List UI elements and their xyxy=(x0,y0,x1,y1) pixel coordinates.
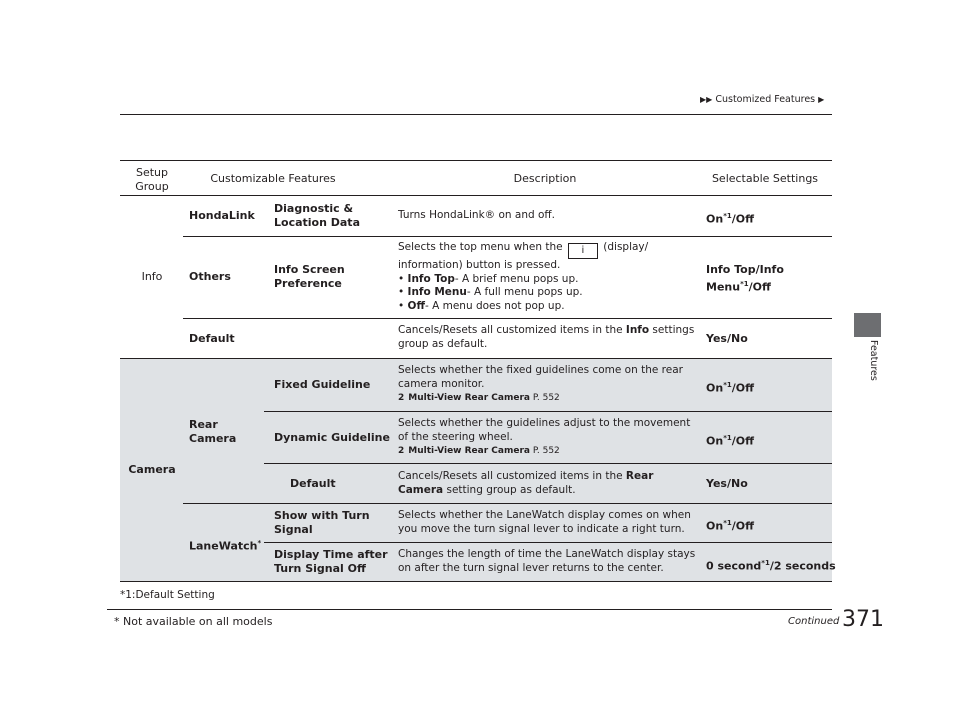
settings-dynamic-guideline xyxy=(706,431,754,449)
table-top-rule xyxy=(120,160,832,161)
continued-label: Continued xyxy=(788,616,840,627)
group-camera: Camera xyxy=(128,463,176,476)
header-setup-group: Setup Group xyxy=(135,166,169,193)
default-marker: *1 xyxy=(723,434,732,442)
sub-info-screen-preference: Info Screen Preference xyxy=(274,263,345,290)
header-rule xyxy=(120,114,832,115)
feature-dynamic-guideline: Dynamic Guideline xyxy=(274,431,390,444)
desc-bold: Info xyxy=(625,324,650,336)
header-selectable-settings: Selectable Settings xyxy=(711,172,819,185)
setting-no: No xyxy=(731,477,748,490)
settings-others xyxy=(706,263,826,295)
row-rule xyxy=(264,463,832,464)
desc-post: setting group as default. xyxy=(446,483,576,496)
setting-off: Off xyxy=(735,519,755,533)
settings-show-with-turn-signal xyxy=(706,516,754,534)
ref-page: P. 552 xyxy=(532,393,560,403)
desc-camera-default xyxy=(398,470,698,497)
bullet-info-menu: • Info Menu- A full menu pops up. xyxy=(398,286,583,298)
row-rule xyxy=(183,503,832,504)
row-rule xyxy=(264,542,832,543)
setting-2-seconds: 2 seconds xyxy=(773,559,836,573)
footnote-default-setting: *1:Default Setting xyxy=(120,589,215,601)
desc-pre: Cancels/Resets all customized items in the xyxy=(398,324,623,336)
ref-title: Multi-View Rear Camera xyxy=(408,393,530,403)
header-description: Description xyxy=(513,172,577,185)
desc-dynamic-guideline xyxy=(398,417,698,457)
default-marker: *1 xyxy=(723,212,732,220)
desc-text: Selects whether the guidelines adjust to the movement of the steering wheel. xyxy=(398,417,691,443)
row-rule xyxy=(183,318,832,319)
setting-sep: / xyxy=(731,381,736,395)
setting-sep: / xyxy=(769,559,774,573)
breadcrumb-text: Customized Features xyxy=(715,94,816,105)
setting-off: Off xyxy=(735,434,755,448)
bullet-label: Info Top xyxy=(407,272,455,285)
setting-no: No xyxy=(731,332,748,345)
page-number: 371 xyxy=(842,607,884,632)
feature-others: Others xyxy=(189,270,231,283)
feature-display-time: Display Time after Turn Signal Off xyxy=(274,548,388,575)
setting-off: Off xyxy=(735,212,755,226)
settings-info-default xyxy=(706,332,748,346)
feature-hondalink: HondaLink xyxy=(189,209,255,222)
setting-on: On xyxy=(706,434,724,448)
desc-fixed-guideline xyxy=(398,364,698,404)
setting-sep: / xyxy=(726,477,731,490)
bullet-info-top: • Info Top- A brief menu pops up. xyxy=(398,272,579,285)
group-info: Info xyxy=(141,270,163,283)
setting-yes: Yes xyxy=(706,332,727,345)
settings-display-time xyxy=(706,556,836,574)
footer-rule xyxy=(107,609,832,610)
desc-others xyxy=(398,241,698,313)
setting-sep: / xyxy=(755,263,760,276)
reference-icon: 2 xyxy=(398,446,405,456)
sub-group-rear-camera: Rear Camera xyxy=(189,418,237,445)
bullet-text: - A menu does not pop up. xyxy=(424,299,565,312)
default-marker: *1 xyxy=(723,519,732,527)
desc-hondalink: Turns HondaLink® on and off. xyxy=(398,209,555,221)
availability-marker: * xyxy=(257,539,262,547)
header-customizable-features: Customizable Features xyxy=(210,172,336,185)
sub-diagnostic-location: Diagnostic & Location Data xyxy=(274,202,360,229)
availability-note: * Not available on all models xyxy=(114,615,273,628)
default-marker: *1 xyxy=(740,280,749,288)
setting-sep: / xyxy=(731,434,736,448)
reference-icon: 2 xyxy=(398,393,405,403)
bullet-off: • Off- A menu does not pop up. xyxy=(398,299,565,312)
cross-reference xyxy=(398,392,698,404)
sub-group-lanewatch xyxy=(189,536,261,554)
breadcrumb-arrows-icon: ▶▶ xyxy=(700,95,713,104)
desc-others-post: (display/ information) button is pressed. xyxy=(398,241,649,271)
setting-sep: / xyxy=(748,280,753,294)
breadcrumb xyxy=(700,94,824,105)
bullet-label: Off xyxy=(407,299,425,312)
row-rule xyxy=(264,411,832,412)
setting-sep: / xyxy=(731,212,736,226)
desc-others-pre: Selects the top menu when the xyxy=(398,241,563,253)
setting-on: On xyxy=(706,381,724,395)
feature-show-with-turn-signal: Show with Turn Signal xyxy=(274,509,370,536)
settings-fixed-guideline xyxy=(706,378,754,396)
bullet-text: - A brief menu pops up. xyxy=(454,272,579,285)
side-tab-label: Features xyxy=(868,340,879,381)
display-info-button-icon: i xyxy=(568,243,598,259)
row-rule xyxy=(183,236,832,237)
desc-pre: Cancels/Resets all customized items in the xyxy=(398,470,623,482)
setting-info-menu: Info Menu xyxy=(706,263,784,294)
cross-reference xyxy=(398,445,698,457)
ref-page: P. 552 xyxy=(532,446,560,456)
table-header-rule xyxy=(120,195,832,196)
setting-off: Off xyxy=(752,280,771,294)
feature-default: Default xyxy=(189,332,235,345)
bullet-label: Info Menu xyxy=(407,286,467,298)
desc-show-with-turn-signal: Selects whether the LaneWatch display comes on when you move the turn signal lever to indicate a right turn. xyxy=(398,509,691,535)
setting-0-second: 0 second xyxy=(706,559,762,573)
setting-info-top: Info Top xyxy=(706,263,756,276)
setting-sep: / xyxy=(731,519,736,533)
breadcrumb-end-arrow-icon: ▶ xyxy=(818,95,825,104)
lanewatch-label: LaneWatch xyxy=(189,539,258,553)
desc-info-default xyxy=(398,324,698,351)
settings-hondalink xyxy=(706,209,754,227)
desc-display-time: Changes the length of time the LaneWatch display stays on after the turn signal lever returns to the center. xyxy=(398,548,696,574)
default-marker: *1 xyxy=(761,559,770,567)
section-tab xyxy=(854,313,881,337)
default-marker: *1 xyxy=(723,381,732,389)
desc-bold: Rear Camera xyxy=(398,470,654,496)
setting-off: Off xyxy=(735,381,755,395)
ref-title: Multi-View Rear Camera xyxy=(408,446,530,456)
table-bottom-rule xyxy=(120,581,832,582)
setting-on: On xyxy=(706,212,724,226)
feature-fixed-guideline: Fixed Guideline xyxy=(274,378,371,391)
desc-text: Selects whether the fixed guidelines come on the rear camera monitor. xyxy=(398,364,683,390)
bullet-text: - A full menu pops up. xyxy=(466,286,583,298)
settings-camera-default xyxy=(706,477,748,491)
setting-on: On xyxy=(706,519,724,533)
setting-yes: Yes xyxy=(706,477,727,490)
feature-camera-default: Default xyxy=(290,477,336,490)
setting-sep: / xyxy=(726,332,731,345)
desc-post: settings group as default. xyxy=(398,324,695,350)
group-rule xyxy=(120,358,832,359)
